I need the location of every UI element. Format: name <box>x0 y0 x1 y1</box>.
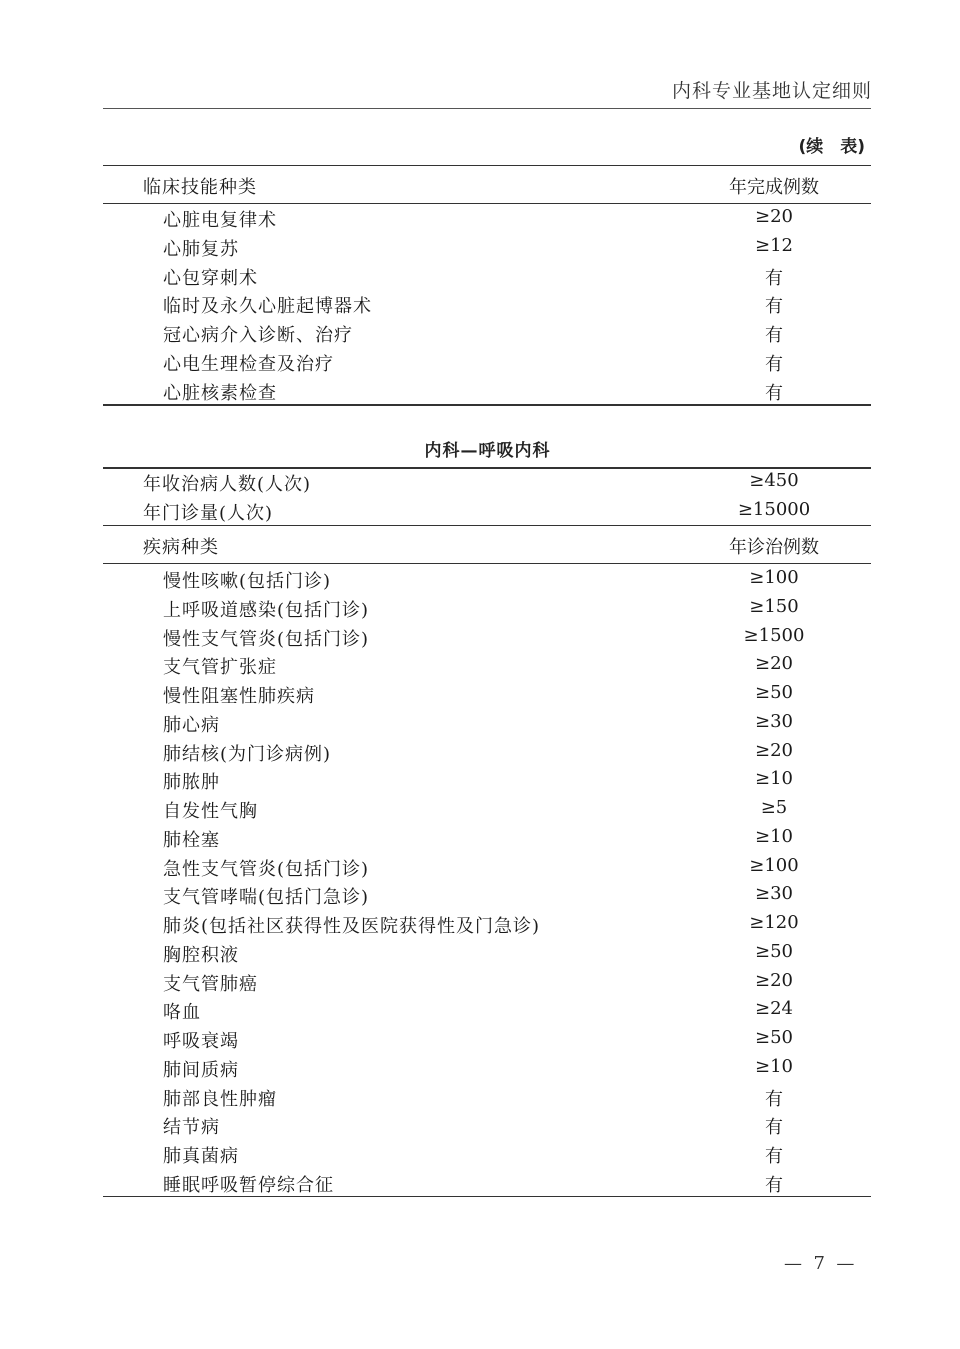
row-value: ≥10 <box>755 1055 793 1077</box>
table-row <box>0 967 960 996</box>
row-name: 自发性气胸 <box>163 801 258 822</box>
row-value: ≥5 <box>760 797 788 818</box>
row-value: ≥12 <box>755 234 793 256</box>
row-value: ≥100 <box>749 567 799 588</box>
row-name: 咯血 <box>163 1002 201 1024</box>
row-value: ≥20 <box>755 739 793 761</box>
row-name: 肺结核(为门诊病例) <box>163 743 332 765</box>
continued-label: (续 表) <box>798 137 865 157</box>
row-value: 有 <box>765 267 783 289</box>
table-row <box>0 232 960 261</box>
table2-header-row <box>0 530 960 559</box>
row-name: 支气管肺癌 <box>163 973 258 995</box>
row-name: 呼吸衰竭 <box>163 1031 239 1052</box>
table-row <box>0 938 960 967</box>
table-row <box>0 794 960 823</box>
table1-top-rule <box>103 165 871 166</box>
table-row <box>0 852 960 881</box>
table-row <box>0 564 960 593</box>
table1-col-category: 临床技能种类 <box>143 177 257 198</box>
table2-col-count: 年诊治例数 <box>729 537 819 558</box>
row-name: 肺栓塞 <box>163 829 220 851</box>
table-row <box>0 823 960 852</box>
row-name: 心肺复苏 <box>163 238 239 260</box>
table-row <box>0 318 960 347</box>
table-row <box>0 1053 960 1082</box>
running-header: 内科专业基地认定细则 <box>671 80 872 102</box>
row-name: 年收治病人数(人次) <box>143 474 312 495</box>
table-row <box>0 737 960 766</box>
row-value: ≥1500 <box>743 624 805 646</box>
table-row <box>0 467 960 496</box>
row-name: 慢性阻塞性肺疾病 <box>163 686 315 707</box>
table-row <box>0 1168 960 1197</box>
table-row <box>0 376 960 405</box>
row-name: 心脏电复律术 <box>163 210 277 231</box>
row-name: 肺心病 <box>163 714 220 736</box>
table-row <box>0 203 960 232</box>
table1-col-count: 年完成例数 <box>729 177 819 198</box>
row-name: 心包穿刺术 <box>163 267 258 289</box>
row-value: 有 <box>765 296 783 318</box>
table-row <box>0 1139 960 1168</box>
table-row <box>0 347 960 376</box>
row-value: 有 <box>765 1174 783 1196</box>
row-name: 肺真菌病 <box>163 1146 239 1167</box>
row-value: ≥450 <box>749 470 799 491</box>
row-value: ≥20 <box>755 653 793 675</box>
row-value: 有 <box>765 325 783 347</box>
section-title: 内科—呼吸内科 <box>424 441 551 461</box>
table-row <box>0 1110 960 1139</box>
row-value: ≥120 <box>749 912 799 933</box>
row-value: ≥10 <box>755 768 793 790</box>
table-row <box>0 708 960 737</box>
header-rule <box>103 108 871 109</box>
table2-col-category: 疾病种类 <box>143 537 219 558</box>
row-value: ≥24 <box>755 998 793 1020</box>
row-value: 有 <box>765 1146 783 1167</box>
row-value: ≥20 <box>755 206 793 227</box>
row-name: 年门诊量(人次) <box>143 503 274 524</box>
row-value: ≥30 <box>755 883 793 905</box>
row-name: 心电生理检查及治疗 <box>163 354 334 375</box>
table-row <box>0 622 960 651</box>
row-name: 肺脓肿 <box>163 772 220 794</box>
row-value: ≥30 <box>755 710 793 732</box>
table1-bottom-rule <box>103 404 871 406</box>
table-row <box>0 765 960 794</box>
table-row <box>0 909 960 938</box>
table-row <box>0 1024 960 1053</box>
row-value: ≥20 <box>755 969 793 991</box>
row-name: 临时及永久心脏起博器术 <box>163 296 372 318</box>
row-name: 冠心病介入诊断、治疗 <box>163 325 353 347</box>
table-row <box>0 261 960 290</box>
row-name: 肺炎(包括社区获得性及医院获得性及门急诊) <box>163 916 541 937</box>
row-value: ≥100 <box>749 854 799 876</box>
table2-bottom-rule <box>103 1196 871 1197</box>
row-name: 急性支气管炎(包括门诊) <box>163 858 370 880</box>
row-name: 结节病 <box>163 1117 220 1139</box>
row-value: ≥10 <box>755 825 793 847</box>
row-name: 心脏核素检查 <box>163 382 277 404</box>
row-name: 肺部良性肿瘤 <box>163 1088 277 1110</box>
table1-header-row <box>0 170 960 199</box>
row-name: 支气管扩张症 <box>163 657 277 679</box>
table-row <box>0 650 960 679</box>
row-name: 肺间质病 <box>163 1059 239 1081</box>
row-name: 睡眠呼吸暂停综合征 <box>163 1174 334 1196</box>
table-row <box>0 496 960 525</box>
row-value: 有 <box>765 1117 783 1139</box>
table-row <box>0 880 960 909</box>
table-row <box>0 1082 960 1111</box>
row-name: 慢性支气管炎(包括门诊) <box>163 628 370 650</box>
row-name: 支气管哮喘(包括门急诊) <box>163 887 370 909</box>
table-row <box>0 679 960 708</box>
table-row <box>0 289 960 318</box>
row-value: 有 <box>765 382 783 404</box>
row-value: ≥50 <box>755 682 793 703</box>
row-name: 胸腔积液 <box>163 944 239 966</box>
row-name: 上呼吸道感染(包括门诊) <box>163 599 370 621</box>
row-value: 有 <box>765 354 783 375</box>
page-number: — 7 — <box>784 1253 855 1274</box>
table-row <box>0 995 960 1024</box>
row-value: 有 <box>765 1088 783 1110</box>
table-row <box>0 593 960 622</box>
row-name: 慢性咳嗽(包括门诊) <box>163 571 332 592</box>
row-value: ≥50 <box>755 1027 793 1048</box>
row-value: ≥150 <box>749 595 799 617</box>
row-value: ≥50 <box>755 940 793 962</box>
table2-summary-rule <box>103 525 871 526</box>
row-value: ≥15000 <box>737 499 811 520</box>
